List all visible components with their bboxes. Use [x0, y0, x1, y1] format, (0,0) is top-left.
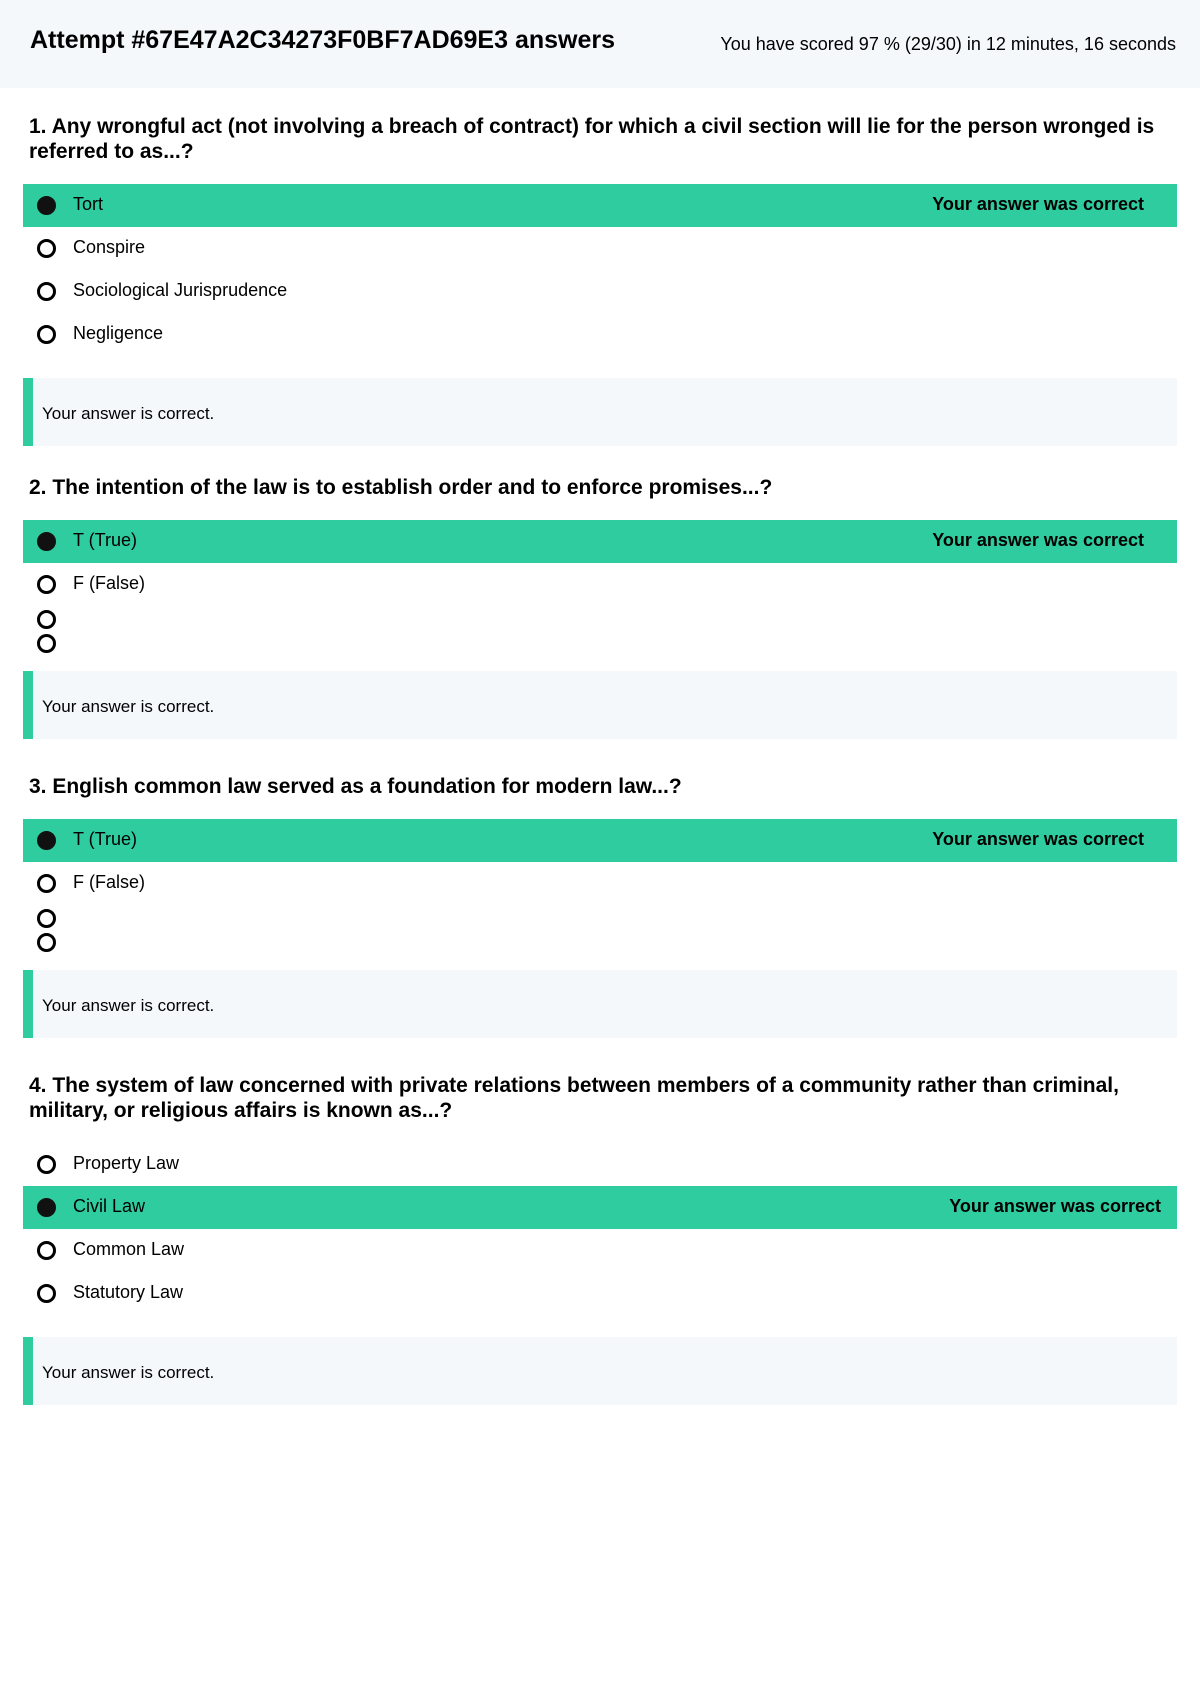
- feedback-text: Your answer is correct.: [42, 996, 215, 1015]
- option-label: Tort: [73, 194, 104, 214]
- radio-selected-icon: [37, 532, 56, 551]
- question-4: [23, 1073, 1177, 1405]
- option-label: Civil Law: [73, 1196, 146, 1216]
- option-label: T (True): [73, 829, 138, 849]
- answer-option[interactable]: [23, 227, 1177, 270]
- page-title: Attempt #67E47A2C34273F0BF7AD69E3 answers: [30, 26, 616, 54]
- radio-unselected-icon: [37, 282, 56, 301]
- radio-unselected-icon: [37, 575, 56, 594]
- feedback-text: Your answer is correct.: [42, 404, 215, 423]
- empty-options: [23, 606, 1177, 654]
- option-label: Conspire: [73, 237, 146, 257]
- radio-selected-icon: [37, 831, 56, 850]
- option-label: Property Law: [73, 1153, 180, 1173]
- answer-option[interactable]: [23, 1229, 1177, 1272]
- answer-option[interactable]: [23, 862, 1177, 905]
- question-text: 3. English common law served as a foundation for modern law...?: [29, 775, 682, 798]
- option-label: Negligence: [73, 323, 164, 343]
- radio-unselected-icon[interactable]: [37, 634, 56, 653]
- option-label: Common Law: [73, 1239, 185, 1259]
- result-label: Your answer was correct: [949, 1196, 1161, 1216]
- question-text: 4. The system of law concerned with private relations between members of a community rather than criminal, military, or religious affairs is known as...?: [29, 1074, 1119, 1122]
- answer-option[interactable]: [23, 270, 1177, 313]
- attempt-header: [0, 0, 1200, 88]
- score-summary: You have scored 97 % (29/30) in 12 minutes, 16 seconds: [720, 34, 1176, 54]
- question-text: 1. Any wrongful act (not involving a breach of contract) for which a civil section will lie for the person wronged is referred to as...?: [29, 115, 1155, 163]
- result-label: Your answer was correct: [932, 829, 1144, 849]
- option-label: Statutory Law: [73, 1282, 184, 1302]
- radio-unselected-icon: [37, 874, 56, 893]
- result-label: Your answer was correct: [932, 530, 1144, 550]
- feedback-panel: [23, 1337, 1177, 1405]
- radio-unselected-icon: [37, 1155, 56, 1174]
- radio-unselected-icon: [37, 1284, 56, 1303]
- option-label: T (True): [73, 530, 138, 550]
- feedback-panel: [23, 671, 1177, 739]
- radio-unselected-icon: [37, 325, 56, 344]
- radio-unselected-icon[interactable]: [37, 933, 56, 952]
- feedback-text: Your answer is correct.: [42, 697, 215, 716]
- answer-option[interactable]: [23, 563, 1177, 606]
- answer-option-selected[interactable]: [23, 819, 1177, 862]
- option-label: F (False): [73, 872, 145, 892]
- answer-option[interactable]: [23, 313, 1177, 356]
- feedback-panel: [23, 970, 1177, 1038]
- answer-option-selected[interactable]: [23, 184, 1177, 227]
- feedback-text: Your answer is correct.: [42, 1363, 215, 1382]
- radio-unselected-icon: [37, 1241, 56, 1260]
- answer-option[interactable]: [23, 1143, 1177, 1186]
- empty-options: [23, 905, 1177, 953]
- radio-selected-icon: [37, 1198, 56, 1217]
- feedback-panel: [23, 378, 1177, 446]
- option-label: F (False): [73, 573, 145, 593]
- option-label: Sociological Jurisprudence: [73, 280, 288, 300]
- radio-unselected-icon: [37, 239, 56, 258]
- answer-option-selected[interactable]: [23, 1186, 1177, 1229]
- result-label: Your answer was correct: [932, 194, 1144, 214]
- radio-selected-icon: [37, 196, 56, 215]
- question-text: 2. The intention of the law is to establish order and to enforce promises...?: [29, 476, 773, 499]
- answer-option[interactable]: [23, 1272, 1177, 1315]
- radio-unselected-icon[interactable]: [37, 610, 56, 629]
- radio-unselected-icon[interactable]: [37, 909, 56, 928]
- question-3: [23, 774, 1177, 1038]
- answer-option-selected[interactable]: [23, 520, 1177, 563]
- question-2: [23, 475, 1177, 739]
- question-1: [23, 114, 1177, 446]
